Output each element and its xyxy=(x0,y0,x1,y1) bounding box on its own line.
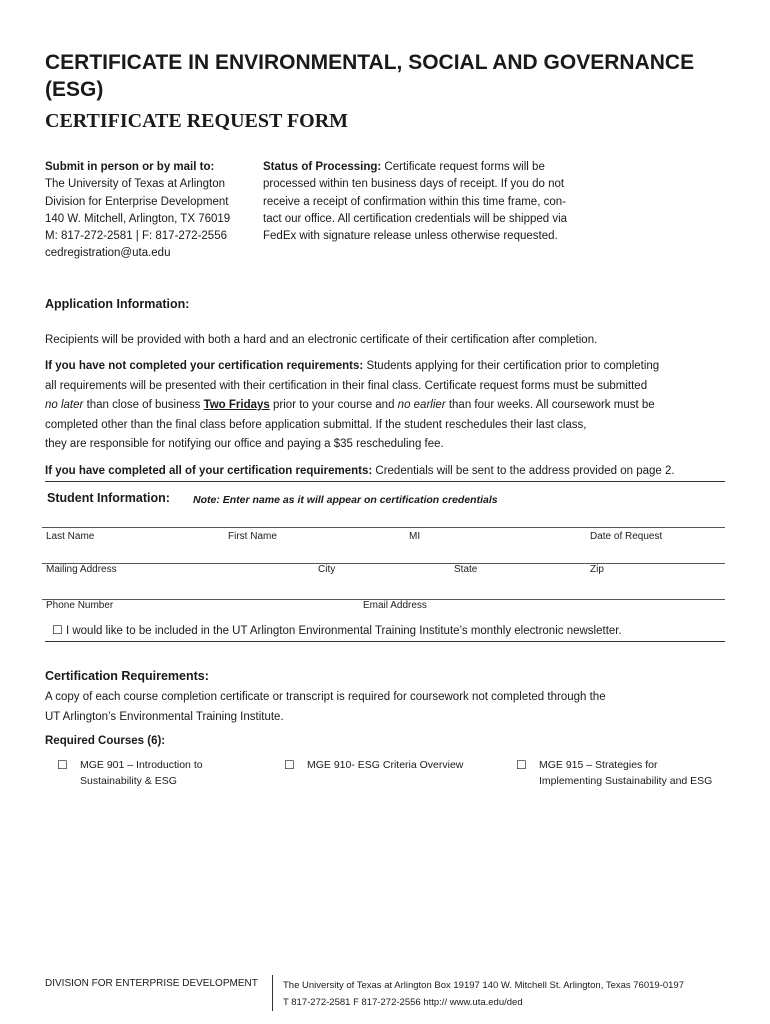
date-label: Date of Request xyxy=(590,531,663,542)
zip-label: Zip xyxy=(590,564,604,575)
completed-paragraph: If you have completed all of your certification requirements: Credentials will be sent to the address provided on page 2. xyxy=(45,465,675,477)
divider xyxy=(45,641,725,642)
course-item[interactable] xyxy=(57,758,203,789)
status-heading: Status of Processing: xyxy=(263,161,382,173)
status-line: receive a receipt of confirmation within this time frame, con- xyxy=(263,195,566,208)
not-completed-paragraph: If you have not completed your certification requirements: Students applying for their certification prior to completing all requirements will be presented with their certification in their final class. Certificate request forms must be submitted no later than close of business Two Fridays prior to your course and no earlier than four weeks. All coursework must be completed other than the final class before application submittal. If the student reschedules their last class, they are responsible for notifying our office and paying a $35 rescheduling fee. xyxy=(45,360,660,450)
name-row-line[interactable] xyxy=(42,527,725,528)
newsletter-checkbox[interactable]: ☐ xyxy=(52,623,63,637)
course-name: MGE 915 – Strategies for xyxy=(539,759,658,771)
divider xyxy=(45,481,725,482)
mi-label: MI xyxy=(409,531,421,542)
mailing-line: 140 W. Mitchell, Arlington, TX 76019 xyxy=(45,212,231,225)
phone-label: Phone Number xyxy=(46,600,114,611)
student-heading: Student Information: xyxy=(47,491,170,505)
not-completed-lead: If you have not completed your certification requirements: xyxy=(45,360,364,372)
mailing-heading: Submit in person or by mail to: xyxy=(45,161,215,173)
status-block xyxy=(263,159,633,245)
recipients-text: Recipients will be provided with both a hard and an electronic certificate of their certification after completion. xyxy=(45,334,598,346)
status-line: processed within ten business days of receipt. If you do not xyxy=(263,178,565,191)
mailing-line: M: 817-272-2581 | F: 817-272-2556 xyxy=(45,230,227,243)
course-checkbox[interactable]: ☐ xyxy=(57,758,68,772)
two-fridays: Two Fridays xyxy=(203,399,270,411)
completed-lead: If you have completed all of your certification requirements: xyxy=(45,465,373,477)
address-row-line[interactable] xyxy=(42,563,725,564)
mailing-block xyxy=(45,159,260,263)
course-checkbox[interactable]: ☐ xyxy=(284,758,295,772)
course-checkbox[interactable]: ☐ xyxy=(516,758,527,772)
course-name: Sustainability & ESG xyxy=(80,774,177,787)
last-name-label: Last Name xyxy=(46,531,95,542)
course-item[interactable] xyxy=(516,758,712,789)
first-name-label: First Name xyxy=(228,531,277,542)
course-name: Implementing Sustainability and ESG xyxy=(539,774,713,787)
status-line: tact our office. All certification credentials will be shipped via xyxy=(263,212,568,225)
form-title: CERTIFICATE IN ENVIRONMENTAL, SOCIAL AND GOVERNANCE (ESG) xyxy=(45,51,695,101)
footer-address: The University of Texas at Arlington Box 19197 140 W. Mitchell St. Arlington, Texas 76019-0197 xyxy=(283,980,684,991)
footer-contact xyxy=(283,977,684,1011)
course-item[interactable] xyxy=(284,758,463,774)
footer-phone-web: T 817-272-2581 F 817-272-2556 http:// www.uta.edu/ded xyxy=(283,997,523,1008)
state-label: State xyxy=(454,564,478,575)
mailing-email: cedregistration@uta.edu xyxy=(45,247,171,260)
certification-heading: Certification Requirements: xyxy=(45,669,209,683)
application-heading: Application Information: xyxy=(45,297,190,311)
newsletter-option[interactable] xyxy=(52,623,622,637)
mailing-line: The University of Texas at Arlington xyxy=(45,178,226,191)
mailing-address-label: Mailing Address xyxy=(46,564,117,575)
course-name: MGE 910- ESG Criteria Overview xyxy=(307,759,464,771)
status-line: Certificate request forms will be xyxy=(384,161,545,173)
required-courses-heading: Required Courses (6): xyxy=(45,735,166,747)
city-label: City xyxy=(318,564,336,575)
footer-separator xyxy=(272,975,273,1011)
certification-text: A copy of each course completion certificate or transcript is required for coursework not completed through the UT Arlington’s Environmental Training Institute. xyxy=(45,691,606,723)
status-line: FedEx with signature release unless otherwise requested. xyxy=(263,230,558,243)
email-label: Email Address xyxy=(363,600,427,611)
course-name: MGE 901 – Introduction to xyxy=(80,759,203,771)
student-note: Note: Enter name as it will appear on certification credentials xyxy=(193,494,498,506)
form-subtitle: CERTIFICATE REQUEST FORM xyxy=(45,110,349,132)
newsletter-label: I would like to be included in the UT Arlington Environmental Training Institute’s monthly electronic newsletter. xyxy=(65,625,622,637)
footer-division: DIVISION FOR ENTERPRISE DEVELOPMENT xyxy=(45,978,258,989)
mailing-line: Division for Enterprise Development xyxy=(45,195,229,208)
